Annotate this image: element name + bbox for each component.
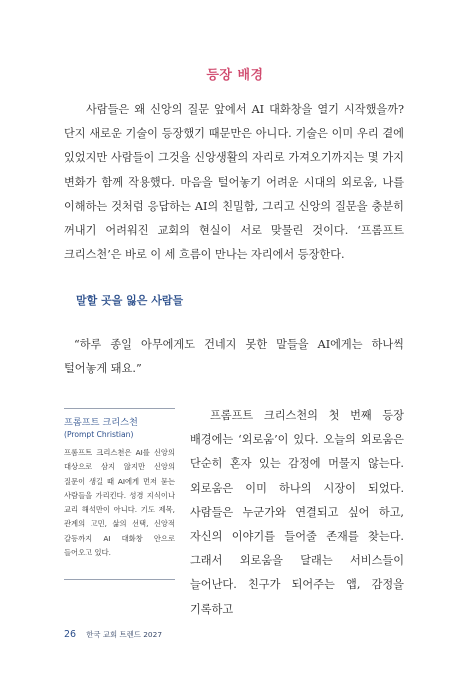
sidebar-subtitle: (Prompt Christian) bbox=[64, 430, 134, 439]
subheading: 말할 곳을 잃은 사람들 bbox=[76, 294, 184, 307]
page-number: 26 bbox=[64, 629, 77, 640]
body-paragraph bbox=[190, 404, 404, 622]
intro-paragraph-text: 사람들은 왜 신앙의 질문 앞에서 AI 대화창을 열기 시작했을까? 단지 새로운 기술이 등장했기 때문만은 아니다. 기술은 이미 우리 곁에 있었지만 사람들이 그것을 신앙생활의 자리로 가져오기까지는 몇 가지 변화가 함께 작용했다. 마음을 털어놓기 어려운 시대의 외로움, 나를 이해하는 것처럼 응답하는 AI의 친밀함, 그리고 신앙의 질문을 충분히 꺼내기 어려워진 교회의 현실이 서로 맞물린 것이다. ‘프롬프트 크리스천’은 바로 이 세 흐름이 만나는 자리에서 등장한다. bbox=[64, 103, 404, 262]
quote-block bbox=[64, 333, 404, 381]
sidebar-title: 프롬프트 크리스천 bbox=[64, 417, 138, 428]
quote-text: “하루 종일 아무에게도 건네지 못한 말들을 AI에게는 하나씩 털어놓게 돼요.” bbox=[64, 338, 404, 376]
sidebar-top-rule bbox=[64, 408, 175, 409]
glossary-sidebar bbox=[64, 417, 175, 560]
sidebar-bottom-rule bbox=[64, 579, 175, 580]
page-footer bbox=[64, 622, 162, 641]
running-title: 한국 교회 트렌드 2027 bbox=[86, 630, 163, 639]
intro-paragraph bbox=[64, 98, 404, 267]
section-title: 등장 배경 bbox=[206, 68, 264, 83]
sidebar-body: 프롬프트 크리스천은 AI를 신앙의 대상으로 삼지 않지만 신앙의 질문이 생길 때 AI에게 먼저 묻는 사람들을 가리킨다. 성경 지식이나 교리 해석만이 아니다. 기도 제목, 관계의 고민, 삶의 선택, 신앙적 갈등까지 AI 대화창 안으로 들어오고 있다. bbox=[64, 448, 175, 558]
body-paragraph-text: 프롬프트 크리스천의 첫 번째 등장 배경에는 ‘외로움’이 있다. 오늘의 외로움은 단순히 혼자 있는 감정에 머물지 않는다. 외로움은 이미 하나의 시장이 되었다. 사람들은 누군가와 연결되고 싶어 하고, 자신의 이야기를 들어줄 존재를 찾는다. 그래서 외로움을 달래는 서비스들이 늘어난다. 친구가 되어주는 앱, 감정을 기록하고 bbox=[190, 409, 404, 616]
